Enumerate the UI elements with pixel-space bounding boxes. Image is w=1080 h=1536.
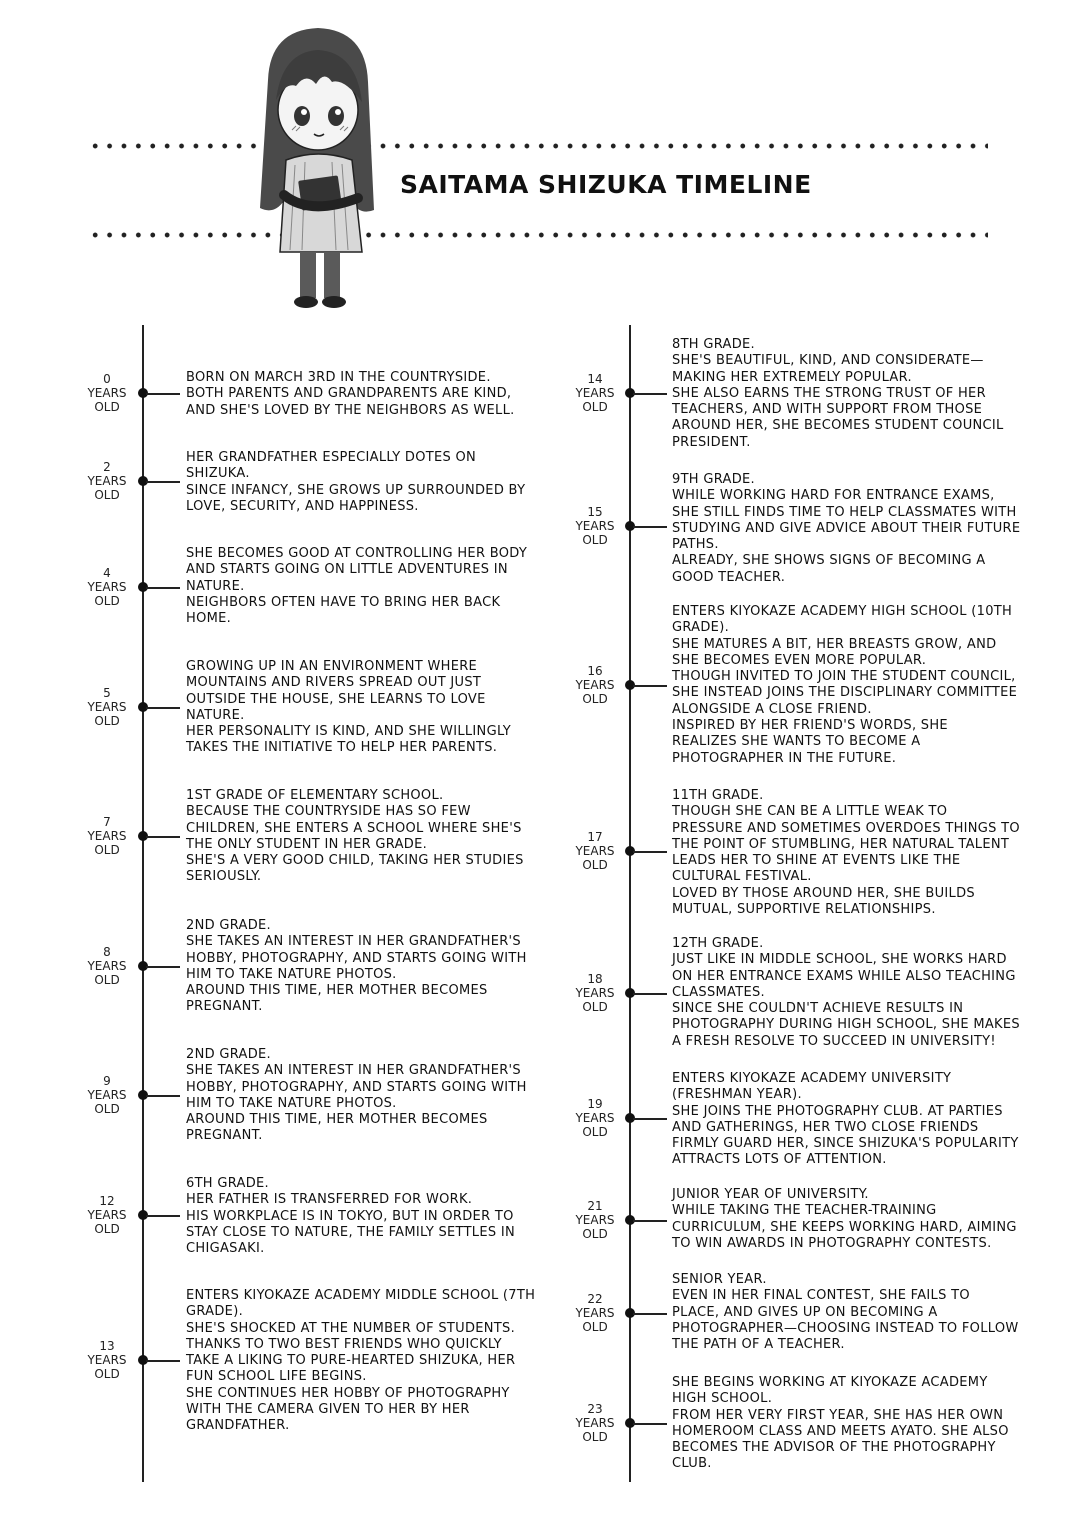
age-label-line: YEARS	[575, 1416, 615, 1430]
age-label	[565, 505, 625, 547]
age-label-line: YEARS	[575, 1111, 615, 1125]
age-label-line: OLD	[94, 594, 120, 608]
timeline-description: 2ND GRADE. SHE TAKES AN INTEREST IN HER GRANDFATHER'S HOBBY, PHOTOGRAPHY, AND STARTS GOING WITH HIM TO TAKE NATURE PHOTOS. AROUND THIS TIME, HER MOTHER BECOMES PREGNANT.	[186, 918, 527, 1015]
timeline-description: ENTERS KIYOKAZE ACADEMY HIGH SCHOOL (10TH GRADE). SHE MATURES A BIT, HER BREASTS GROW, AND SHE BECOMES EVEN MORE POPULAR. THOUGH INVITED TO JOIN THE STUDENT COUNCIL, SHE INSTEAD JOINS THE DISCIPLINARY COMMITTEE ALONGSIDE A CLOSE FRIEND. INSPIRED BY HER FRIEND'S WORDS, SHE REALIZES SHE WANTS TO BECOME A PHOTOGRAPHER IN THE FUTURE.	[672, 604, 1018, 766]
timeline-description: 1ST GRADE OF ELEMENTARY SCHOOL. BECAUSE THE COUNTRYSIDE HAS SO FEW CHILDREN, SHE ENTERS A SCHOOL WHERE SHE'S THE ONLY STUDENT IN HER GRADE. SHE'S A VERY GOOD CHILD, TAKING HER STUDIES SERIOUSLY.	[186, 788, 524, 885]
timeline-connector	[633, 993, 667, 995]
age-label-line: OLD	[94, 843, 120, 857]
age-label-line: YEARS	[87, 474, 127, 488]
age-label-line: YEARS	[87, 829, 127, 843]
age-label-line: 5	[103, 686, 111, 700]
timeline-description: 9TH GRADE. WHILE WORKING HARD FOR ENTRANCE EXAMS, SHE STILL FINDS TIME TO HELP CLASSMATES WITH STUDYING AND GIVE ADVICE ABOUT THEIR FUTURE PATHS. ALREADY, SHE SHOWS SIGNS OF BECOMING A GOOD TEACHER.	[672, 472, 1021, 585]
timeline-connector	[633, 393, 667, 395]
age-label	[565, 1292, 625, 1334]
dotted-divider-top	[88, 142, 988, 150]
age-label-line: 18	[587, 972, 603, 986]
dotted-divider-bottom	[88, 231, 988, 239]
timeline-description: SHE BEGINS WORKING AT KIYOKAZE ACADEMY HIGH SCHOOL. FROM HER VERY FIRST YEAR, SHE HAS HER OWN HOMEROOM CLASS AND MEETS AYATO. SHE ALSO BECOMES THE ADVISOR OF THE PHOTOGRAPHY CLUB.	[672, 1375, 1009, 1472]
timeline-connector	[146, 836, 180, 838]
timeline-axis-left	[142, 325, 144, 1482]
age-label-line: 0	[103, 372, 111, 386]
age-label-line: YEARS	[575, 519, 615, 533]
age-label-line: YEARS	[575, 1306, 615, 1320]
timeline-description: SHE BECOMES GOOD AT CONTROLLING HER BODY AND STARTS GOING ON LITTLE ADVENTURES IN NATURE. NEIGHBORS OFTEN HAVE TO BRING HER BACK HOME.	[186, 546, 528, 627]
age-label	[77, 1074, 137, 1116]
age-label	[565, 972, 625, 1014]
age-label-line: 23	[587, 1402, 603, 1416]
age-label-line: YEARS	[575, 386, 615, 400]
age-label-line: YEARS	[87, 1353, 127, 1367]
timeline-description: JUNIOR YEAR OF UNIVERSITY. WHILE TAKING THE TEACHER-TRAINING CURRICULUM, SHE KEEPS WORKING HARD, AIMING TO WIN AWARDS IN PHOTOGRAPHY CONTESTS.	[672, 1187, 1017, 1251]
age-label-line: 16	[587, 664, 603, 678]
age-label	[565, 372, 625, 414]
timeline-connector	[633, 1220, 667, 1222]
age-label	[77, 566, 137, 608]
timeline-connector	[146, 1215, 180, 1217]
age-label-line: YEARS	[87, 700, 127, 714]
character-illustration	[240, 20, 390, 310]
age-label-line: OLD	[582, 858, 608, 872]
age-label-line: YEARS	[87, 959, 127, 973]
age-label	[77, 686, 137, 728]
age-label	[77, 372, 137, 414]
timeline-connector	[146, 1360, 180, 1362]
age-label-line: OLD	[582, 692, 608, 706]
age-label-line: 22	[587, 1292, 603, 1306]
age-label-line: YEARS	[575, 678, 615, 692]
age-label-line: OLD	[94, 400, 120, 414]
timeline-connector	[633, 1423, 667, 1425]
age-label-line: OLD	[94, 488, 120, 502]
age-label	[77, 945, 137, 987]
age-label	[77, 460, 137, 502]
timeline-description: 11TH GRADE. THOUGH SHE CAN BE A LITTLE WEAK TO PRESSURE AND SOMETIMES OVERDOES THINGS TO THE POINT OF STUMBLING, HER NATURAL TALENT LEADS HER TO SHINE AT EVENTS LIKE THE CULTURAL FESTIVAL. LOVED BY THOSE AROUND HER, SHE BUILDS MUTUAL, SUPPORTIVE RELATIONSHIPS.	[672, 788, 1020, 918]
age-label-line: OLD	[94, 1102, 120, 1116]
page-title: SAITAMA SHIZUKA TIMELINE	[400, 170, 812, 199]
age-label-line: OLD	[94, 1367, 120, 1381]
timeline-connector	[146, 707, 180, 709]
age-label	[565, 1402, 625, 1444]
age-label-line: 7	[103, 815, 111, 829]
age-label	[565, 1097, 625, 1139]
age-label-line: YEARS	[575, 844, 615, 858]
timeline-description: GROWING UP IN AN ENVIRONMENT WHERE MOUNTAINS AND RIVERS SPREAD OUT JUST OUTSIDE THE HOUSE, SHE LEARNS TO LOVE NATURE. HER PERSONALITY IS KIND, AND SHE WILLINGLY TAKES THE INITIATIVE TO HELP HER PARENTS.	[186, 659, 512, 756]
timeline-connector	[146, 966, 180, 968]
age-label-line: 14	[587, 372, 603, 386]
timeline-description: 12TH GRADE. JUST LIKE IN MIDDLE SCHOOL, SHE WORKS HARD ON HER ENTRANCE EXAMS WHILE ALSO TEACHING CLASSMATES. SINCE SHE COULDN'T ACHIEVE RESULTS IN PHOTOGRAPHY DURING HIGH SCHOOL, SHE MAKES A FRESH RESOLVE TO SUCCEED IN UNIVERSITY!	[672, 936, 1020, 1049]
age-label-line: YEARS	[575, 1213, 615, 1227]
age-label-line: OLD	[582, 400, 608, 414]
age-label-line: 8	[103, 945, 111, 959]
timeline-description: BORN ON MARCH 3RD IN THE COUNTRYSIDE. BOTH PARENTS AND GRANDPARENTS ARE KIND, AND SHE'S LOVED BY THE NEIGHBORS AS WELL.	[186, 370, 515, 418]
age-label-line: 9	[103, 1074, 111, 1088]
age-label-line: OLD	[94, 973, 120, 987]
timeline-connector	[146, 1095, 180, 1097]
age-label-line: 4	[103, 566, 111, 580]
age-label-line: OLD	[582, 1000, 608, 1014]
timeline-connector	[633, 1118, 667, 1120]
age-label	[565, 1199, 625, 1241]
timeline-description: 2ND GRADE. SHE TAKES AN INTEREST IN HER GRANDFATHER'S HOBBY, PHOTOGRAPHY, AND STARTS GOING WITH HIM TO TAKE NATURE PHOTOS. AROUND THIS TIME, HER MOTHER BECOMES PREGNANT.	[186, 1047, 527, 1144]
age-label	[77, 1194, 137, 1236]
timeline-description: 6TH GRADE. HER FATHER IS TRANSFERRED FOR WORK. HIS WORKPLACE IS IN TOKYO, BUT IN ORDER TO STAY CLOSE TO NATURE, THE FAMILY SETTLES IN CHIGASAKI.	[186, 1176, 516, 1257]
age-label	[77, 1339, 137, 1381]
age-label-line: YEARS	[575, 986, 615, 1000]
age-label-line: 13	[99, 1339, 115, 1353]
timeline-connector	[633, 1313, 667, 1315]
age-label-line: 19	[587, 1097, 603, 1111]
age-label	[77, 815, 137, 857]
age-label-line: OLD	[582, 1125, 608, 1139]
age-label-line: 12	[99, 1194, 115, 1208]
age-label-line: OLD	[582, 533, 608, 547]
age-label-line: 2	[103, 460, 111, 474]
timeline-connector	[633, 526, 667, 528]
timeline-connector	[633, 685, 667, 687]
age-label-line: OLD	[94, 714, 120, 728]
timeline-description: ENTERS KIYOKAZE ACADEMY MIDDLE SCHOOL (7TH GRADE). SHE'S SHOCKED AT THE NUMBER OF STUDENTS. THANKS TO TWO BEST FRIENDS WHO QUICKLY TAKE A LIKING TO PURE-HEARTED SHIZUKA, HER FUN SCHOOL LIFE BEGINS. SHE CONTINUES HER HOBBY OF PHOTOGRAPHY WITH THE CAMERA GIVEN TO HER BY HER GRANDFATHER.	[186, 1288, 536, 1434]
age-label-line: 15	[587, 505, 603, 519]
timeline-description: 8TH GRADE. SHE'S BEAUTIFUL, KIND, AND CONSIDERATE— MAKING HER EXTREMELY POPULAR. SHE ALSO EARNS THE STRONG TRUST OF HER TEACHERS, AND WITH SUPPORT FROM THOSE AROUND HER, SHE BECOMES STUDENT COUNCIL PRESIDENT.	[672, 337, 1004, 450]
age-label-line: 17	[587, 830, 603, 844]
age-label-line: YEARS	[87, 1208, 127, 1222]
age-label	[565, 664, 625, 706]
timeline-connector	[146, 587, 180, 589]
timeline-connector	[146, 481, 180, 483]
timeline-connector	[633, 851, 667, 853]
timeline-connector	[146, 393, 180, 395]
age-label-line: OLD	[582, 1227, 608, 1241]
timeline-description: SENIOR YEAR. EVEN IN HER FINAL CONTEST, SHE FAILS TO PLACE, AND GIVES UP ON BECOMING A PHOTOGRAPHER—CHOOSING INSTEAD TO FOLLOW THE PATH OF A TEACHER.	[672, 1272, 1019, 1353]
age-label-line: YEARS	[87, 386, 127, 400]
age-label-line: YEARS	[87, 580, 127, 594]
age-label-line: OLD	[582, 1320, 608, 1334]
age-label	[565, 830, 625, 872]
age-label-line: YEARS	[87, 1088, 127, 1102]
age-label-line: 21	[587, 1199, 603, 1213]
age-label-line: OLD	[582, 1430, 608, 1444]
timeline-description: HER GRANDFATHER ESPECIALLY DOTES ON SHIZUKA. SINCE INFANCY, SHE GROWS UP SURROUNDED BY LOVE, SECURITY, AND HAPPINESS.	[186, 450, 526, 514]
timeline-description: ENTERS KIYOKAZE ACADEMY UNIVERSITY (FRESHMAN YEAR). SHE JOINS THE PHOTOGRAPHY CLUB. AT PARTIES AND GATHERINGS, HER TWO CLOSE FRIENDS FIRMLY GUARD HER, SINCE SHIZUKA'S POPULARITY ATTRACTS LOTS OF ATTENTION.	[672, 1071, 1019, 1168]
age-label-line: OLD	[94, 1222, 120, 1236]
